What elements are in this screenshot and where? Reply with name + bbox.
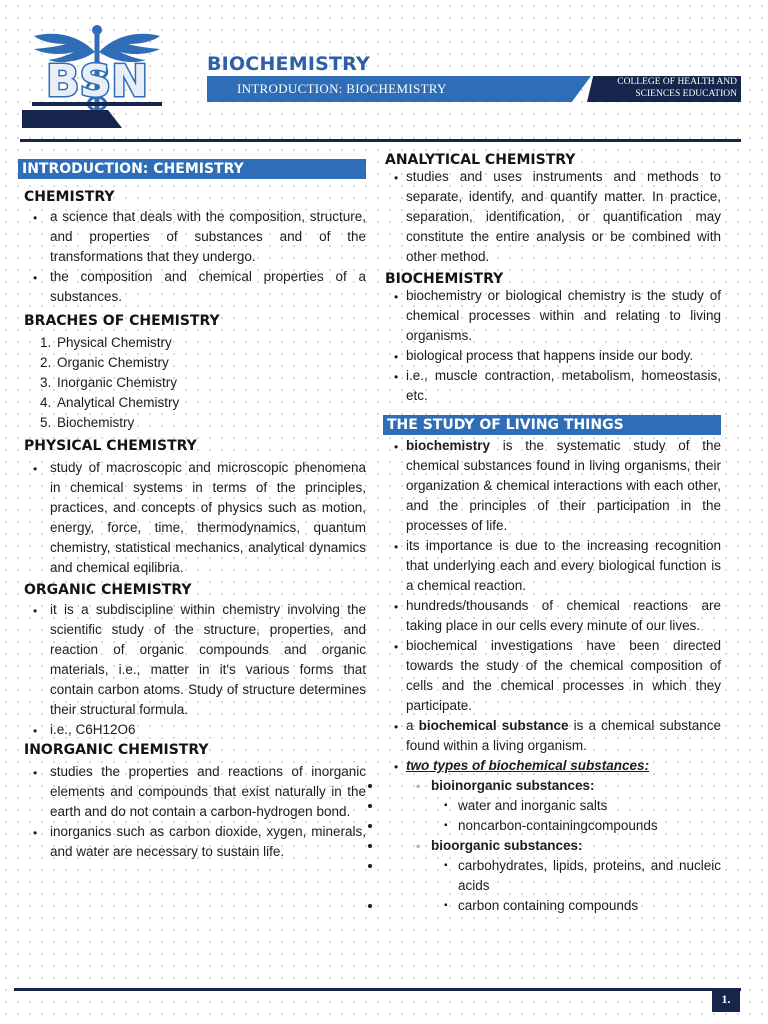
list-item: 2. Organic Chemistry bbox=[40, 355, 169, 370]
organic-list bbox=[18, 600, 366, 740]
list-item: • biochemistry is the systematic study of the chemical substances found in living organisms, their organization & chemical interactions with each other, and the principles of their participation in the processes of life. bbox=[383, 436, 721, 536]
heading-physical-chemistry: PHYSICAL CHEMISTRY bbox=[24, 438, 197, 454]
college-line-2: SCIENCES EDUCATION bbox=[635, 88, 737, 99]
list-item: 1. Physical Chemistry bbox=[40, 335, 172, 350]
heading-analytical-chemistry: ANALYTICAL CHEMISTRY bbox=[385, 152, 576, 168]
heading-organic-chemistry: ORGANIC CHEMISTRY bbox=[24, 582, 192, 598]
branches-list bbox=[18, 333, 366, 433]
heading-chemistry: CHEMISTRY bbox=[24, 189, 115, 205]
footer-divider bbox=[14, 988, 741, 991]
list-item: • it is a subdiscipline within chemistry involving the scientific study of the structure, properties, and reaction of organic compounds and organic materials, i.e., matter in it's various forms that contain carbon atoms. Study of structure determines their structural formula. bbox=[18, 600, 366, 720]
banner-text: INTRODUCTION: BIOCHEMISTRY bbox=[237, 81, 447, 96]
list-item: 4. Analytical Chemistry bbox=[40, 395, 180, 410]
section-heading-intro-chemistry: INTRODUCTION: CHEMISTRY bbox=[18, 159, 366, 179]
list-item: • a science that deals with the composition, structure, and properties of substances and of the transformations that they undergo. bbox=[18, 207, 366, 267]
list-item: • i.e., muscle contraction, metabolism, homeostasis, etc. bbox=[383, 366, 721, 406]
college-text bbox=[587, 77, 741, 100]
list-item: ▪ • carbon containing compounds bbox=[383, 896, 721, 916]
substance-types-list bbox=[383, 836, 721, 856]
page-number: 1. bbox=[712, 988, 740, 1012]
college-line-1: COLLEGE OF HEALTH AND bbox=[617, 77, 737, 87]
right-column bbox=[383, 150, 721, 916]
document-title: BIOCHEMISTRY bbox=[207, 53, 370, 75]
substance-types-list bbox=[383, 776, 721, 796]
list-item: • study of macroscopic and microscopic phenomena in chemical systems in terms of the principles, practices, and concepts of physics such as motion, energy, force, time, thermodynamics, quantum chemistry, statistical mechanics, analytical dynamics and chemical eqilibria. bbox=[18, 458, 366, 578]
header-divider bbox=[20, 139, 741, 142]
bsn-logo bbox=[22, 22, 172, 130]
list-item: • a biochemical substance is a chemical substance found within a living organism. bbox=[383, 716, 721, 756]
list-item: • hundreds/thousands of chemical reactions are taking place in our cells every minute of our lives. bbox=[383, 596, 721, 636]
list-item: ▪ • carbohydrates, lipids, proteins, and nucleic acids bbox=[383, 856, 721, 896]
heading-branches: BRACHES OF CHEMISTRY bbox=[24, 313, 220, 329]
heading-biochemistry: BIOCHEMISTRY bbox=[385, 271, 504, 287]
list-item: ▪ • water and inorganic salts bbox=[383, 796, 721, 816]
inorganic-list bbox=[18, 762, 366, 862]
bioorganic-list bbox=[383, 856, 721, 916]
list-item: 5. Biochemistry bbox=[40, 415, 135, 430]
list-item: 3. Inorganic Chemistry bbox=[40, 375, 178, 390]
section-heading-living-things: THE STUDY OF LIVING THINGS bbox=[383, 415, 721, 435]
biochemistry-list bbox=[383, 286, 721, 406]
list-item: ◦ • bioorganic substances: bbox=[383, 836, 721, 856]
living-things-list bbox=[383, 436, 721, 776]
list-item: • two types of biochemical substances: bbox=[383, 756, 721, 776]
list-item: ▪ • noncarbon-containingcompounds bbox=[383, 816, 721, 836]
analytical-list bbox=[383, 167, 721, 267]
physical-list bbox=[18, 458, 366, 578]
list-item: • studies the properties and reactions of inorganic elements and compounds that exist naturally in the earth and do not contain a carbon-hydrogen bond. bbox=[18, 762, 366, 822]
left-column bbox=[18, 150, 366, 862]
bioinorganic-list bbox=[383, 796, 721, 836]
list-item: ◦ • bioinorganic substances: bbox=[383, 776, 721, 796]
list-item: • inorganics such as carbon dioxide, xygen, minerals, and water are necessary to sustain life. bbox=[18, 822, 366, 862]
list-item: • biological process that happens inside our body. bbox=[383, 346, 721, 366]
heading-inorganic-chemistry: INORGANIC CHEMISTRY bbox=[24, 742, 209, 758]
list-item: • studies and uses instruments and methods to separate, identify, and quantify matter. In practice, separation, identification, or quantification may constitute the entire analysis or be combined with other method. bbox=[383, 167, 721, 267]
list-item: • biochemistry or biological chemistry is the study of chemical processes within and relating to living organisms. bbox=[383, 286, 721, 346]
chemistry-list bbox=[18, 207, 366, 307]
list-item: • the composition and chemical properties of a substances. bbox=[18, 267, 366, 307]
list-item: • its importance is due to the increasing recognition that underlying each and every biological function is a chemical reaction. bbox=[383, 536, 721, 596]
list-item: • i.e., C6H12O6 bbox=[18, 720, 366, 740]
list-item: • biochemical investigations have been directed towards the study of the chemical composition of cells and the chemical processes in which they participate. bbox=[383, 636, 721, 716]
logo-text: BSN bbox=[45, 56, 149, 107]
